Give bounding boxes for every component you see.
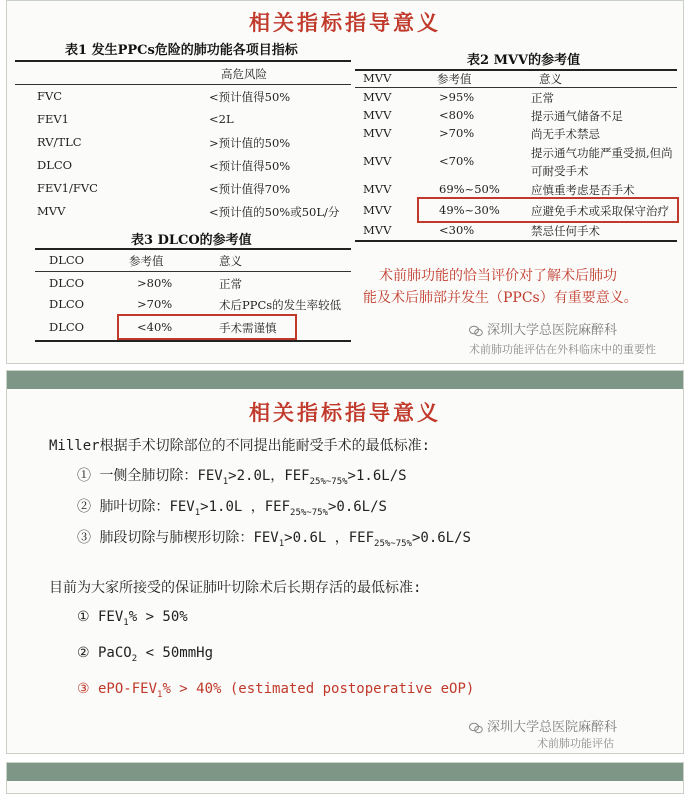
note-line-2: 能及术后肺部并发生（PPCs）有重要意义。 xyxy=(363,290,638,306)
miller-intro: Miller根据手术切除部位的不同提出能耐受手术的最低标准: xyxy=(49,438,430,454)
table1-row-value: <2L xyxy=(209,112,234,126)
slide-3-partial xyxy=(6,762,684,794)
table2-header-col3: 意义 xyxy=(539,72,562,86)
table2-cell: 69%~50% xyxy=(439,182,500,196)
table1-row-value: <预计值得50% xyxy=(209,90,291,104)
table2-bottom-rule xyxy=(355,240,677,242)
item-text: 肺叶切除： xyxy=(99,499,170,515)
table1-row-key: FEV1/FVC xyxy=(37,181,98,195)
watermark-sub-2: 术前肺功能评估 xyxy=(537,737,614,750)
table2-cell: 应慎重考虑是否手术 xyxy=(531,183,635,197)
criterion-1 xyxy=(77,609,188,628)
fef-value: >0.6L/S xyxy=(327,499,387,515)
table2-highlight-box xyxy=(417,197,679,223)
criterion-sub: 1 xyxy=(157,689,163,700)
fev-value: >2.0L， xyxy=(228,468,285,484)
table1-top-rule xyxy=(15,60,351,62)
table2-cell-cont: 可耐受手术 xyxy=(531,164,589,178)
table2-caption: 表2 MVV的参考值 xyxy=(467,53,581,68)
table1-row-value: >预计值的50% xyxy=(209,136,291,150)
criterion-pre: ePO-FEV xyxy=(98,681,158,697)
table1-row-key: DLCO xyxy=(37,158,73,172)
table2-cell: 尚无手术禁忌 xyxy=(531,127,600,141)
fef-value: >1.6L/S xyxy=(347,468,407,484)
table2-header-col2: 参考值 xyxy=(437,72,472,86)
fef-label: FEF xyxy=(264,499,291,515)
table1-row-key: FEV1 xyxy=(37,112,69,126)
table2-cell: MVV xyxy=(363,182,392,196)
table1-caption: 表1 发生PPCs危险的肺功能各项目指标 xyxy=(65,43,298,58)
slide-1 xyxy=(6,0,684,364)
table2-header-col1: MVV xyxy=(363,71,392,85)
table2-cell: MVV xyxy=(363,223,392,237)
fev-label: FEV xyxy=(169,499,195,515)
table1-row-value: <预计值的50%或50L/分 xyxy=(209,205,340,219)
fef-label: FEF xyxy=(284,468,310,484)
table3-header-col3: 意义 xyxy=(219,254,242,268)
fev-value: >1.0L ， xyxy=(200,499,265,515)
criterion-post: < 50mmHg xyxy=(137,645,213,661)
fev-value: >0.6L ， xyxy=(284,530,349,546)
table2-header-rule xyxy=(355,87,677,88)
fev-label: FEV xyxy=(253,530,279,546)
fev-sub: 1 xyxy=(194,507,201,518)
table3-cell: >70% xyxy=(137,297,173,311)
table3-caption: 表3 DLCO的参考值 xyxy=(131,233,252,248)
table2-cell: 应避免手术或采取保守治疗 xyxy=(531,204,669,218)
table1-header: 高危风险 xyxy=(221,67,267,81)
criterion-pre: PaCO xyxy=(98,645,132,661)
slide-1-title: 相关指标指导意义 xyxy=(249,10,441,35)
slide-2-title: 相关指标指导意义 xyxy=(249,400,441,425)
miller-item-1 xyxy=(77,465,407,487)
fef-sub: 25%~75% xyxy=(309,476,348,487)
miller-item-3 xyxy=(77,527,471,549)
fef-sub: 25%~75% xyxy=(290,507,328,518)
table3-cell: 手术需谨慎 xyxy=(219,321,277,335)
fef-value: >0.6L/S xyxy=(411,530,471,546)
item-number: ① xyxy=(77,468,91,484)
table3-highlight-box xyxy=(117,314,297,340)
criterion-3 xyxy=(77,681,474,700)
table2-cell: 提示通气功能严重受损,但尚 xyxy=(531,146,673,160)
watermark-sub: 术前肺功能评估在外科临床中的重要性 xyxy=(469,343,656,356)
table3-cell: DLCO xyxy=(49,297,85,311)
table2-cell: 49%~30% xyxy=(439,203,500,217)
table1-row-key: FVC xyxy=(37,89,63,103)
table3-header-rule xyxy=(35,271,351,272)
fev-sub: 1 xyxy=(222,476,229,487)
table2-cell: 提示通气储备不足 xyxy=(531,109,623,123)
note-line-1: 术前肺功能的恰当评价对了解术后肺功 xyxy=(379,268,617,284)
miller-item-2 xyxy=(77,496,387,518)
table3-bottom-rule xyxy=(35,340,351,342)
survival-intro: 目前为大家所接受的保证肺叶切除术后长期存活的最低标准: xyxy=(49,580,422,596)
fef-label: FEF xyxy=(348,530,375,546)
watermark-text: 深圳大学总医院麻醉科 xyxy=(487,323,618,338)
wechat-icon xyxy=(469,325,483,337)
table3-header-col1: DLCO xyxy=(49,253,85,267)
criterion-post: % > 40% (estimated postoperative eOP) xyxy=(162,681,475,697)
table2-cell: MVV xyxy=(363,154,392,168)
item-text: 肺段切除与肺楔形切除： xyxy=(99,530,254,546)
item-number: ③ xyxy=(77,681,90,697)
slide-2 xyxy=(6,370,684,754)
table3-top-rule xyxy=(35,248,351,250)
fev-label: FEV xyxy=(197,468,223,484)
slide-2-header-band xyxy=(7,371,683,389)
watermark-text: 深圳大学总医院麻醉科 xyxy=(487,720,618,735)
item-number: ② xyxy=(77,499,91,515)
table2-top-rule xyxy=(355,69,677,71)
table1-row-key: MVV xyxy=(37,204,66,218)
table3-header-col2: 参考值 xyxy=(129,254,164,268)
criterion-pre: FEV xyxy=(98,609,124,625)
table2-cell: 禁忌任何手术 xyxy=(531,224,600,238)
table2-cell: MVV xyxy=(363,108,392,122)
fef-sub: 25%~75% xyxy=(374,538,412,549)
table2-cell: <30% xyxy=(439,223,475,237)
table2-cell: <80% xyxy=(439,108,475,122)
criterion-2 xyxy=(77,645,213,664)
table3-cell: 正常 xyxy=(219,277,242,291)
table2-cell: MVV xyxy=(363,90,392,104)
table2-cell: MVV xyxy=(363,203,392,217)
table3-cell: DLCO xyxy=(49,320,85,334)
table1-row-key: RV/TLC xyxy=(37,135,82,149)
criterion-post: % > 50% xyxy=(128,609,188,625)
table3-cell: >80% xyxy=(137,276,173,290)
table1-row-value: <预计值得50% xyxy=(209,159,291,173)
criterion-sub: 1 xyxy=(123,617,129,628)
wechat-icon xyxy=(469,722,483,734)
criterion-sub: 2 xyxy=(131,653,138,664)
table2-cell: >95% xyxy=(439,90,475,104)
table2-cell: MVV xyxy=(363,126,392,140)
table2-cell: <70% xyxy=(439,154,475,168)
table2-cell: 正常 xyxy=(531,91,554,105)
item-number: ① xyxy=(77,609,90,625)
item-text: 一侧全肺切除： xyxy=(99,468,198,484)
watermark-2 xyxy=(469,716,617,735)
watermark xyxy=(469,319,617,338)
slide-3-header-band xyxy=(7,763,683,781)
table3-cell: <40% xyxy=(137,320,173,334)
item-number: ③ xyxy=(77,530,91,546)
table3-cell: DLCO xyxy=(49,276,85,290)
table1-row-value: <预计值得70% xyxy=(209,182,291,196)
fev-sub: 1 xyxy=(278,538,285,549)
item-number: ② xyxy=(77,645,90,661)
table3-cell: 术后PPCs的发生率较低 xyxy=(219,298,342,312)
table1-header-rule xyxy=(15,84,351,85)
table2-cell: >70% xyxy=(439,126,475,140)
